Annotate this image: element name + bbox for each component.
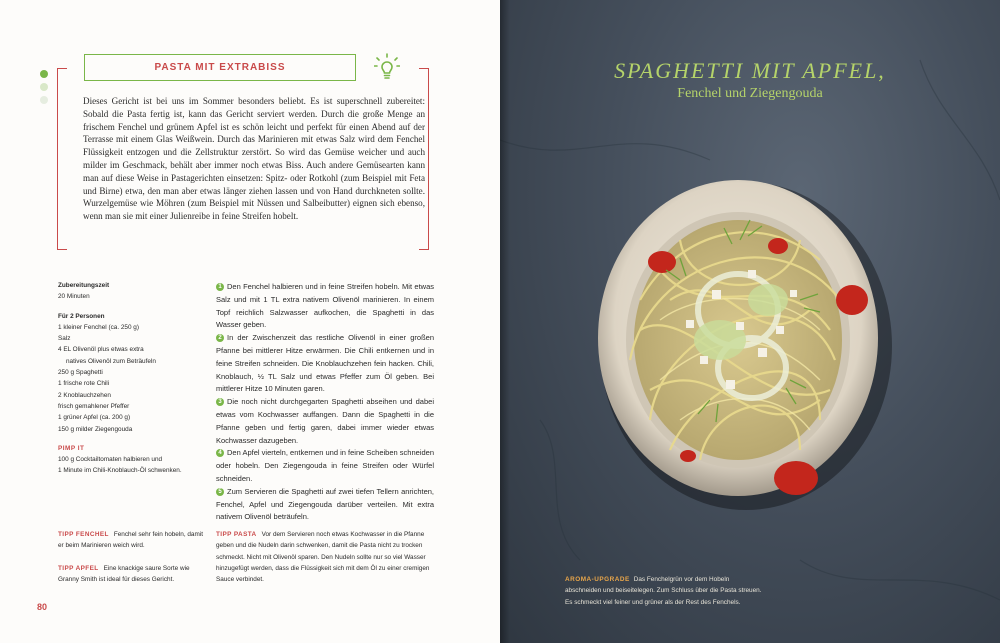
- ingredient-item: 1 grüner Apfel (ca. 200 g): [58, 414, 131, 422]
- prep-time-label: Zubereitungszeit: [58, 282, 110, 289]
- step-number: 4: [216, 449, 224, 457]
- tip-pasta: [216, 529, 434, 585]
- ingredient-item: 1 kleiner Fenchel (ca. 250 g): [58, 323, 139, 331]
- step-text: Den Apfel vierteln, entkernen und in feine Scheiben schneiden oder hobeln. Den Ziegengouda in feine Streifen oder Würfel schneiden.: [216, 448, 434, 483]
- tip-apfel: [58, 563, 208, 586]
- page-number: 80: [37, 602, 48, 612]
- step-number: 1: [216, 283, 224, 291]
- step-2: [216, 332, 434, 396]
- ingredients-column: [58, 280, 208, 477]
- intro-text: Dieses Gericht ist bei uns im Sommer besonders beliebt. Es ist superschnell zubereitet: Sobald die Pasta fertig ist, kann das Gericht serviert werden. Durch die große Menge an frischem Fenchel und grünem Apfel ist es schön leicht und perfekt für einen Abend auf der Terrasse mit einem Glas Weißwein. Durch das Marinieren mit etwas Salz wird dem Fenchel Flüssigkeit entzogen und die Zellstruktur zerstört. So wird das Gemüse weicher und auch milder im Geschmack, behält aber immer noch etwas Biss. Auch andere Gemüsearten kann man auf diese Weise in Pastagerichten einsetzen: Spitz- oder Rotkohl (zum Beispiel mit Feta und Birne) etwa, den man aber etwas länger ziehen lassen und von Hand durchkneten sollte. Wurzelgemüse wie Möhren (zum Beispiel mit Nüssen und Salbeibutter) eignen sich ebenso, wenn man sie mit einer Julienreibe in feine Streifen hobelt.: [83, 96, 425, 222]
- section-header: [84, 54, 356, 81]
- spine-shadow: [500, 0, 510, 643]
- dot-active: [40, 70, 48, 78]
- ingredient-item: natives Olivenöl zum Beträufeln: [66, 357, 156, 365]
- ingredient-item: 250 g Spaghetti: [58, 369, 103, 377]
- ingredient-item: Salz: [58, 335, 71, 343]
- right-page: [500, 0, 1000, 643]
- ingredient-item: 1 frische rote Chili: [58, 380, 110, 388]
- step-1: [216, 281, 434, 332]
- step-text: In der Zwischenzeit das restliche Olivenöl in einer großen Pfanne bei mittlerer Hitze erwärmen. Die Chili entkernen und in feine Streifen schneiden. Die Knoblauchzehen fein hacken. Chili, Knoblauch, ½ TL Salz und etwas Pfeffer zum Öl geben. Bei mittlerer Hitze 10 Minuten garen.: [216, 333, 434, 394]
- step-text: Zum Servieren die Spaghetti auf zwei tiefen Tellern anrichten, Fenchel, Apfel und Ziegengouda darüber verteilen. Mit extra nativem Olivenöl beträufeln.: [216, 486, 434, 522]
- ingredient-item: 4 EL Olivenöl plus etwas extra: [58, 346, 144, 354]
- dot: [40, 83, 48, 91]
- step-text: Den Fenchel halbieren und in feine Streifen hobeln. Mit etwas Salz und mit 1 TL extra nativem Olivenöl marinieren. In einem Topf reichlich Salzwasser aufkochen, die Spaghetti in das Wasser geben.: [216, 282, 434, 330]
- tip-fenchel: [58, 529, 208, 552]
- section-header-label: PASTA MIT EXTRABISS: [154, 62, 286, 73]
- tip-apfel-label: TIPP APFEL: [58, 565, 99, 572]
- ingredient-item: frisch gemahlener Pfeffer: [58, 402, 130, 410]
- pimp-it-item: 100 g Cocktailtomaten halbieren und: [58, 456, 163, 464]
- ingredient-item: 150 g milder Ziegengouda: [58, 425, 133, 433]
- step-text: Die noch nicht durchgegarten Spaghetti abseihen und dabei etwas vom Kochwasser auffangen. Dann die Spaghetti in die Pfanne geben und fertig garen, dabei immer wieder etwas Kochwasser dazugeben.: [216, 397, 434, 445]
- aroma-upgrade: [565, 574, 765, 608]
- aroma-upgrade-label: AROMA-UPGRADE: [565, 576, 630, 583]
- tip-pasta-label: TIPP PASTA: [216, 531, 257, 538]
- tip-fenchel-label: TIPP FENCHEL: [58, 531, 109, 538]
- step-number: 3: [216, 398, 224, 406]
- tip-fenchel-text: Fenchel sehr fein hobeln, damit er beim Marinieren weich wird.: [58, 531, 204, 550]
- page-dots: [40, 70, 48, 109]
- pimp-it-label: PIMP IT: [58, 444, 85, 452]
- aroma-upgrade-text: Das Fenchelgrün vor dem Hobeln abschneiden und beiseitelegen. Zum Schluss über die Pasta streuen. Es schmeckt viel feiner und grüner als der Rest des Fenchels.: [565, 576, 762, 606]
- dot: [40, 96, 48, 104]
- servings-label: Für 2 Personen: [58, 312, 105, 320]
- tip-apfel-text: Eine knackige saure Sorte wie Granny Smith ist ideal für dieses Gericht.: [58, 565, 190, 584]
- step-3: [216, 396, 434, 447]
- recipe-title: SPAGHETTI MIT APFEL,: [614, 58, 886, 83]
- pimp-it-item: 1 Minute im Chili-Knoblauch-Öl schwenken.: [58, 467, 182, 475]
- step-4: [216, 447, 434, 485]
- recipe-subtitle: Fenchel und Ziegengouda: [677, 86, 823, 101]
- step-number: 5: [216, 488, 224, 496]
- tip-pasta-text: Vor dem Servieren noch etwas Kochwasser in die Pfanne geben und die Nudeln darin schwenken, damit die Pasta nicht zu trocken schmeckt. Nicht mit Olivenöl sparen. Den Nudeln sollte nur so viel Wasser hinzugefügt werden, dass die Flüssigkeit sich mit dem Öl zu einer cremigen Sauce verbindet.: [216, 531, 430, 584]
- ingredient-item: 2 Knoblauchzehen: [58, 391, 111, 399]
- prep-time-value: 20 Minuten: [58, 293, 90, 301]
- bracket-left: [57, 68, 67, 250]
- steps-column: [216, 281, 434, 524]
- lightbulb-icon: [374, 53, 400, 81]
- step-number: 2: [216, 334, 224, 342]
- step-5: [216, 486, 434, 524]
